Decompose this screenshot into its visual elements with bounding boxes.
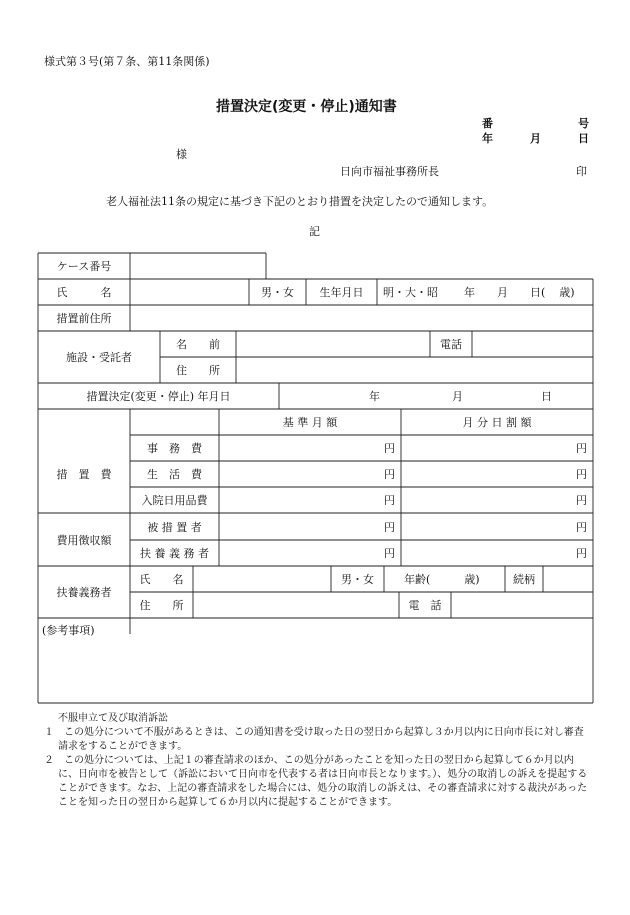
hospital-goods-label: 入院日用品費 <box>141 494 208 507</box>
birthdate-field[interactable] <box>377 279 593 305</box>
guardian-address-field[interactable] <box>193 592 399 618</box>
recipient-sama: 様 <box>176 148 187 161</box>
birthdate-label: 生年月日 <box>319 286 364 299</box>
daily-amount-header: 月 分 日 割 額 <box>462 416 532 429</box>
remarks-field[interactable] <box>38 636 593 702</box>
fee-collection-label: 費用徴収額 <box>56 533 112 547</box>
decision-month-label: 月 <box>452 390 463 403</box>
guardian-fee-daily[interactable]: 円 <box>576 547 587 560</box>
issuer: 日向市福祉事務所長 <box>340 165 439 178</box>
office-cost-base[interactable]: 円 <box>384 442 395 455</box>
birth-month-label: 月 <box>497 286 508 299</box>
decision-year-label: 年 <box>369 390 380 403</box>
notes-item-2: ２ この処分については、上記１の審査請求のほか、この処分があったことを知った日の翌日から起算して６か月以内に、日向市を被告として（訴訟において日向市を代表する者は日向市長となります。）、処分の取消しの訴えを提起することができます。なお、上記の審査請求をした場合には、処分の取消しの訴えは、その審査請求に対する裁決があったことを知った日の翌日から起算して６か月以内に提起することができます。 <box>44 755 588 808</box>
decision-date-field[interactable] <box>279 383 593 409</box>
document-title: 措置決定(変更・停止)通知書 <box>216 99 397 115</box>
guardian-age-unit: 歳) <box>464 573 480 586</box>
facility-phone-label: 電話 <box>440 338 462 351</box>
facility-name-label: 名 前 <box>176 338 220 351</box>
hospital-goods-daily[interactable]: 円 <box>576 494 587 507</box>
month-label: 月 <box>530 132 541 145</box>
form-number: 様式第３号(第７条、第11条関係) <box>44 55 210 68</box>
ban-label: 番 <box>482 117 493 130</box>
office-cost-daily[interactable]: 円 <box>576 442 587 455</box>
living-cost-base[interactable]: 円 <box>384 468 395 481</box>
guardian-fee-label: 扶 養 義 務 者 <box>140 547 209 560</box>
sex-option[interactable]: 男・女 <box>261 286 294 299</box>
decision-day-label: 日 <box>541 390 552 403</box>
day-label: 日 <box>578 132 589 145</box>
intro-text: 老人福祉法11条の規定に基づき下記のとおり措置を決定したので通知します。 <box>106 195 494 208</box>
guardian-phone-label: 電 話 <box>408 599 442 612</box>
name-label: 氏 名 <box>56 286 112 299</box>
insured-person-daily[interactable]: 円 <box>576 520 587 534</box>
facility-address-label: 住 所 <box>176 364 220 377</box>
age-label: 歳) <box>559 286 575 299</box>
era-options[interactable]: 明・大・昭 <box>383 286 438 299</box>
guardian-sex-option[interactable]: 男・女 <box>341 573 374 586</box>
relation-label: 続柄 <box>513 573 535 586</box>
guardian-address-label: 住 所 <box>139 599 184 612</box>
facility-label: 施設・受託者 <box>66 351 132 364</box>
relation-field[interactable] <box>543 566 593 592</box>
ki-label: 記 <box>309 225 320 238</box>
living-cost-label: 生 活 費 <box>147 468 202 481</box>
previous-address-field[interactable] <box>130 305 593 331</box>
case-number-field[interactable] <box>130 253 266 279</box>
birth-year-label: 年 <box>464 286 475 299</box>
seal-mark: 印 <box>576 165 587 178</box>
base-amount-header: 基 準 月 額 <box>282 416 338 429</box>
hospital-goods-base[interactable]: 円 <box>384 494 395 507</box>
facility-name-field[interactable] <box>236 331 430 357</box>
facility-phone-field[interactable] <box>472 331 593 357</box>
name-field[interactable] <box>130 279 249 305</box>
office-cost-label: 事 務 費 <box>147 442 202 455</box>
go-label: 号 <box>578 117 589 130</box>
guardian-phone-field[interactable] <box>451 592 593 618</box>
guardian-fee-base[interactable]: 円 <box>384 547 395 560</box>
year-label: 年 <box>482 132 493 145</box>
guardian-age-field[interactable] <box>384 566 505 592</box>
insured-person-base[interactable]: 円 <box>384 520 395 534</box>
previous-address-label: 措置前住所 <box>56 312 112 325</box>
sochi-cost-label: 措 置 費 <box>56 468 112 481</box>
appeal-notes <box>44 712 592 810</box>
case-number-label: ケース番号 <box>56 260 112 273</box>
notes-item-1: １ この処分について不服があるときは、この通知書を受け取った日の翌日から起算し３か月以内に日向市長に対し審査請求をすることができます。 <box>44 727 584 752</box>
birth-day-label: 日( <box>530 286 546 299</box>
guardian-name-label: 氏 名 <box>139 573 184 586</box>
notes-heading: 不服申立て及び取消訴訟 <box>58 713 168 724</box>
guardian-age-label: 年齢( <box>404 573 431 586</box>
insured-person-label: 被 措 置 者 <box>147 520 202 534</box>
decision-date-label: 措置決定(変更・停止) 年月日 <box>86 390 231 403</box>
remarks-label: (参考事項) <box>42 624 95 637</box>
guardian-label: 扶養義務者 <box>56 586 112 599</box>
living-cost-daily[interactable]: 円 <box>576 468 587 481</box>
guardian-name-field[interactable] <box>193 566 331 592</box>
facility-address-field[interactable] <box>236 357 593 383</box>
